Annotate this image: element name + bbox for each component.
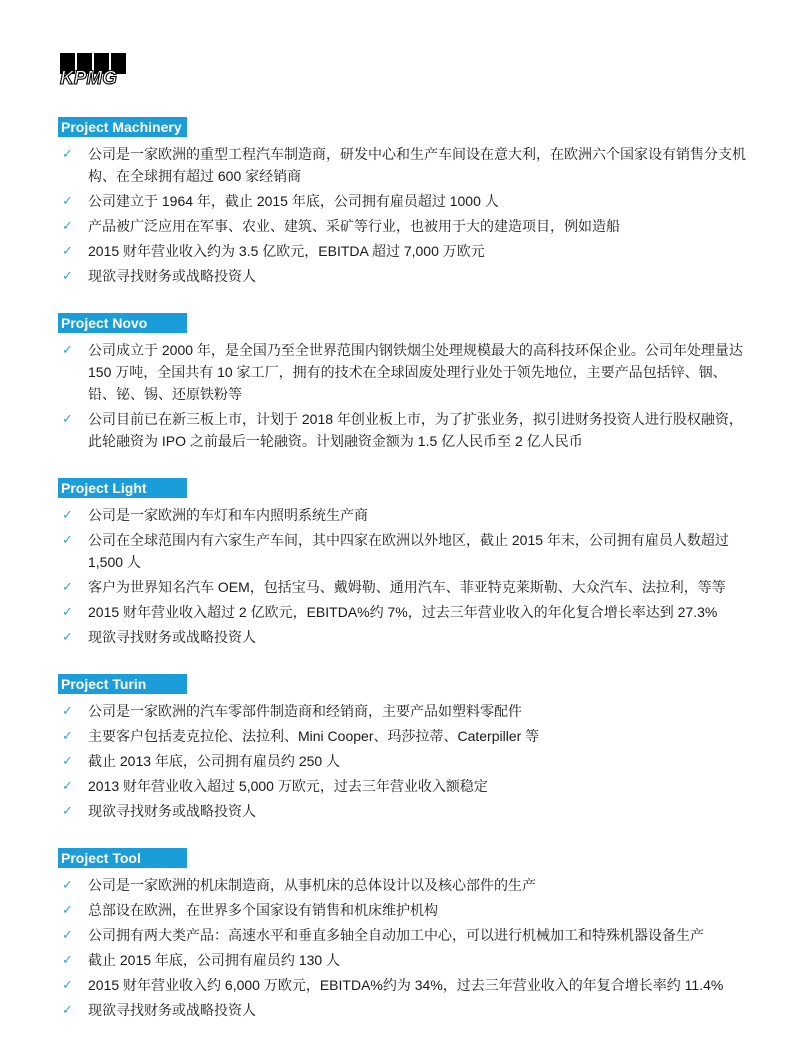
checkmark-icon: ✓ bbox=[62, 927, 73, 942]
section-project-turin bbox=[58, 674, 748, 822]
checkmark-icon: ✓ bbox=[62, 1002, 73, 1017]
list-item bbox=[58, 339, 748, 405]
bullet-text: 公司目前已在新三板上市，计划于 2018 年创业板上市，为了扩张业务，拟引进财务投资人进行股权融资，此轮融资为 IPO 之前最后一轮融资。计划融资金额为 1.5 亿人民币至 2 亿人民币 bbox=[88, 411, 743, 449]
bullet-text: 主要客户包括麦克拉伦、法拉利、Mini Cooper、玛莎拉蒂、Caterpiller 等 bbox=[88, 728, 540, 744]
bullet-text: 2015 财年营业收入超过 2 亿欧元，EBITDA%约 7%，过去三年营业收入的年化复合增长率达到 27.3% bbox=[88, 604, 718, 620]
list-item bbox=[58, 529, 748, 573]
section-project-tool bbox=[58, 848, 748, 1021]
list-item bbox=[58, 924, 748, 946]
list-item bbox=[58, 999, 748, 1021]
list-item bbox=[58, 576, 748, 598]
bullet-text: 2015 财年营业收入约 6,000 万欧元，EBITDA%约为 34%，过去三年营业收入的年复合增长率约 11.4% bbox=[88, 977, 724, 993]
list-item bbox=[58, 601, 748, 623]
bullet-text: 公司在全球范围内有六家生产车间，其中四家在欧洲以外地区，截止 2015 年末，公司拥有雇员人数超过 1,500 人 bbox=[88, 532, 729, 570]
bullet-text: 现欲寻找财务或战略投资人 bbox=[88, 803, 256, 819]
checkmark-icon: ✓ bbox=[62, 728, 73, 743]
section-project-novo bbox=[58, 313, 748, 452]
kpmg-logo bbox=[58, 53, 134, 93]
bullet-text: 现欲寻找财务或战略投资人 bbox=[88, 629, 256, 645]
list-item bbox=[58, 265, 748, 287]
bullet-list bbox=[58, 874, 748, 1021]
checkmark-icon: ✓ bbox=[62, 753, 73, 768]
section-title: Project Turin bbox=[58, 674, 187, 694]
section-title: Project Tool bbox=[58, 848, 187, 868]
checkmark-icon: ✓ bbox=[62, 952, 73, 967]
checkmark-icon: ✓ bbox=[62, 342, 73, 357]
list-item bbox=[58, 626, 748, 648]
list-item bbox=[58, 700, 748, 722]
section-title: Project Novo bbox=[58, 313, 187, 333]
bullet-text: 产品被广泛应用在军事、农业、建筑、采矿等行业，也被用于大的建造项目，例如造船 bbox=[88, 218, 620, 234]
bullet-text: 公司是一家欧洲的车灯和车内照明系统生产商 bbox=[88, 507, 368, 523]
list-item bbox=[58, 949, 748, 971]
checkmark-icon: ✓ bbox=[62, 146, 73, 161]
list-item bbox=[58, 215, 748, 237]
sections-container bbox=[58, 117, 748, 1021]
list-item bbox=[58, 143, 748, 187]
kpmg-logo-text: KPMG bbox=[60, 68, 117, 89]
bullet-text: 现欲寻找财务或战略投资人 bbox=[88, 268, 256, 284]
checkmark-icon: ✓ bbox=[62, 778, 73, 793]
list-item bbox=[58, 408, 748, 452]
bullet-text: 客户为世界知名汽车 OEM，包括宝马、戴姆勒、通用汽车、菲亚特克莱斯勒、大众汽车、法拉利，等等 bbox=[88, 579, 726, 595]
checkmark-icon: ✓ bbox=[62, 604, 73, 619]
list-item bbox=[58, 750, 748, 772]
checkmark-icon: ✓ bbox=[62, 218, 73, 233]
bullet-text: 截止 2013 年底，公司拥有雇员约 250 人 bbox=[88, 753, 341, 769]
bullet-text: 2015 财年营业收入约为 3.5 亿欧元，EBITDA 超过 7,000 万欧元 bbox=[88, 243, 485, 259]
bullet-text: 公司是一家欧洲的重型工程汽车制造商，研发中心和生产车间设在意大利，在欧洲六个国家设有销售分支机构、在全球拥有超过 600 家经销商 bbox=[88, 146, 746, 184]
bullet-text: 现欲寻找财务或战略投资人 bbox=[88, 1002, 256, 1018]
checkmark-icon: ✓ bbox=[62, 243, 73, 258]
section-title: Project Machinery bbox=[58, 117, 187, 137]
bullet-list bbox=[58, 504, 748, 648]
checkmark-icon: ✓ bbox=[62, 579, 73, 594]
checkmark-icon: ✓ bbox=[62, 877, 73, 892]
checkmark-icon: ✓ bbox=[62, 507, 73, 522]
section-title: Project Light bbox=[58, 478, 187, 498]
bullet-text: 截止 2015 年底，公司拥有雇员约 130 人 bbox=[88, 952, 341, 968]
list-item bbox=[58, 874, 748, 896]
bullet-text: 公司是一家欧洲的机床制造商，从事机床的总体设计以及核心部件的生产 bbox=[88, 877, 536, 893]
bullet-text: 公司拥有两大类产品：高速水平和垂直多轴全自动加工中心，可以进行机械加工和特殊机器设备生产 bbox=[88, 927, 704, 943]
bullet-text: 2013 财年营业收入超过 5,000 万欧元，过去三年营业收入额稳定 bbox=[88, 778, 488, 794]
checkmark-icon: ✓ bbox=[62, 193, 73, 208]
checkmark-icon: ✓ bbox=[62, 268, 73, 283]
checkmark-icon: ✓ bbox=[62, 532, 73, 547]
list-item bbox=[58, 775, 748, 797]
checkmark-icon: ✓ bbox=[62, 977, 73, 992]
list-item bbox=[58, 800, 748, 822]
list-item bbox=[58, 725, 748, 747]
kpmg-logo-graphic bbox=[58, 53, 134, 93]
bullet-text: 公司是一家欧洲的汽车零部件制造商和经销商，主要产品如塑料零配件 bbox=[88, 703, 522, 719]
section-project-light bbox=[58, 478, 748, 648]
section-project-machinery bbox=[58, 117, 748, 287]
checkmark-icon: ✓ bbox=[62, 902, 73, 917]
bullet-list bbox=[58, 143, 748, 287]
list-item bbox=[58, 190, 748, 212]
bullet-text: 总部设在欧洲，在世界多个国家设有销售和机床维护机构 bbox=[88, 902, 438, 918]
checkmark-icon: ✓ bbox=[62, 803, 73, 818]
list-item bbox=[58, 899, 748, 921]
list-item bbox=[58, 974, 748, 996]
bullet-text: 公司建立于 1964 年，截止 2015 年底，公司拥有雇员超过 1000 人 bbox=[88, 193, 499, 209]
checkmark-icon: ✓ bbox=[62, 411, 73, 426]
checkmark-icon: ✓ bbox=[62, 703, 73, 718]
bullet-list bbox=[58, 339, 748, 452]
bullet-list bbox=[58, 700, 748, 822]
bullet-text: 公司成立于 2000 年，是全国乃至全世界范围内钢铁烟尘处理规模最大的高科技环保企业。公司年处理量达 150 万吨，全国共有 10 家工厂，拥有的技术在全球固废处理行业处于领先地位，主要产品包括锌、铟、铅、铋、锡、还原铁粉等 bbox=[88, 342, 743, 402]
list-item bbox=[58, 504, 748, 526]
checkmark-icon: ✓ bbox=[62, 629, 73, 644]
list-item bbox=[58, 240, 748, 262]
